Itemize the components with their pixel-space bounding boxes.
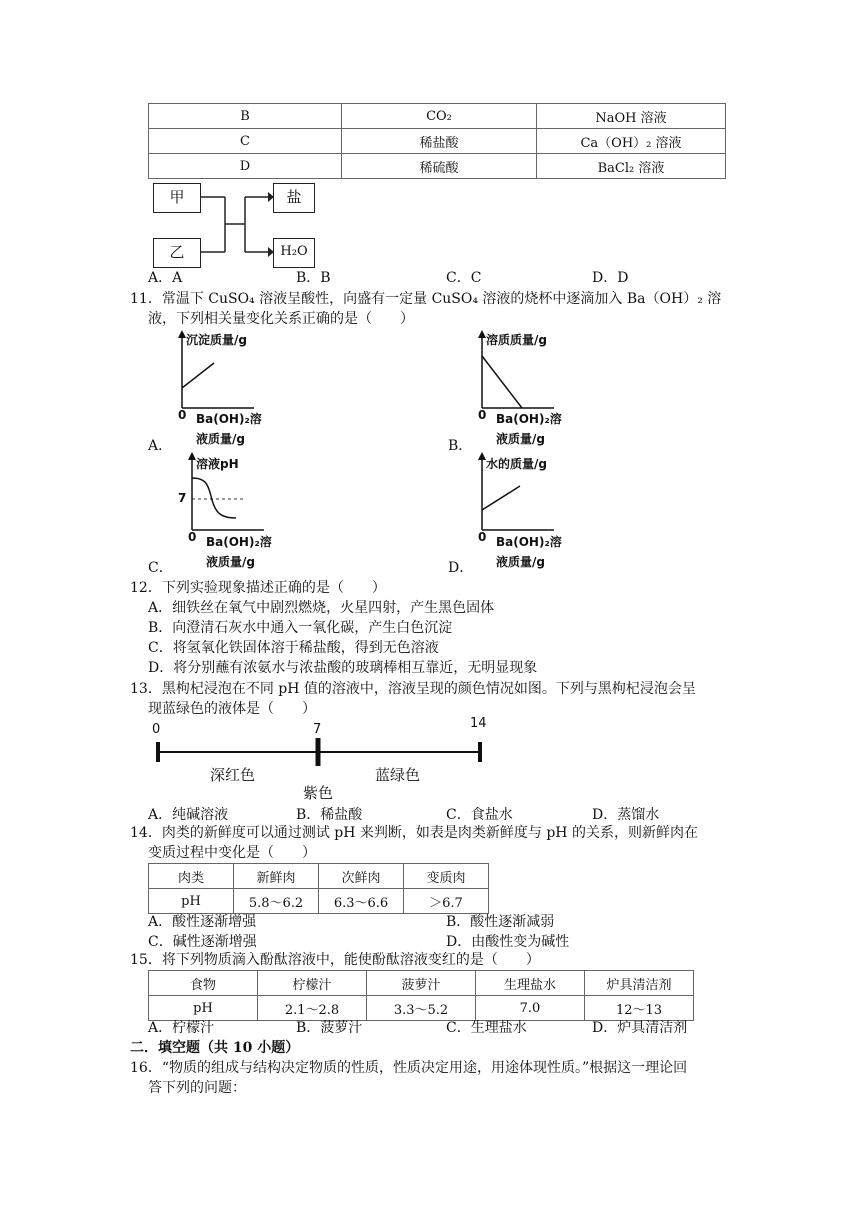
table-row: C 稀盐酸 Ca（OH）₂ 溶液 xyxy=(149,129,726,154)
q15-option-d[interactable]: D．炉具清洁剂 xyxy=(592,1020,688,1036)
q13-option-a[interactable]: A．纯碱溶液 xyxy=(148,807,229,823)
q14-stem-2: 变质过程中变化是（ ） xyxy=(148,845,316,861)
q16-stem-1: 16．“物质的组成与结构决定物质的性质，性质决定用途，用途体现性质。”根据这一理论回 xyxy=(130,1060,688,1076)
ph-mid-color: 紫色 xyxy=(303,784,334,802)
graph-c-origin: 0 xyxy=(188,530,197,544)
q11-stem-2: 液，下列相关量变化关系正确的是（ ） xyxy=(148,311,414,327)
graph-b-origin: 0 xyxy=(478,408,487,422)
ph-right-color: 蓝绿色 xyxy=(375,766,421,784)
q12-option-c[interactable]: C．将氢氧化铁固体溶于稀盐酸，得到无色溶液 xyxy=(148,640,439,656)
box-yi: 乙 xyxy=(153,238,201,268)
q16-stem-2: 答下列的问题： xyxy=(148,1080,246,1096)
q12-option-d[interactable]: D．将分别蘸有浓氨水与浓盐酸的玻璃棒相互靠近，无明显现象 xyxy=(148,660,538,676)
graph-c-curve xyxy=(192,478,236,518)
box-jia: 甲 xyxy=(153,183,201,213)
graph-a-label: A． xyxy=(148,438,173,454)
q14-table xyxy=(148,863,489,914)
graph-b-label: B． xyxy=(448,438,473,454)
graph-d-curve xyxy=(482,486,520,510)
q11-stem-1: 11．常温下 CuSO₄ 溶液呈酸性，向盛有一定量 CuSO₄ 溶液的烧杯中逐滴加入 Ba（OH）₂ 溶 xyxy=(130,291,722,307)
table-row: D 稀硫酸 BaCl₂ 溶液 xyxy=(149,154,726,179)
graph-d-xlabel-2: 液质量/g xyxy=(496,555,545,569)
graph-d-origin: 0 xyxy=(478,530,487,544)
q14-stem-1: 14．肉类的新鲜度可以通过测试 pH 来判断，如表是肉类新鲜度与 pH 的关系，则新鲜肉在 xyxy=(130,825,698,841)
table-row: B CO₂ NaOH 溶液 xyxy=(149,104,726,129)
q10-option-d[interactable]: D．D xyxy=(592,270,629,286)
section-heading-fill-in: 二．填空题（共 10 小题） xyxy=(130,1040,300,1056)
q15-option-a[interactable]: A．柠檬汁 xyxy=(148,1020,215,1036)
graph-a-curve xyxy=(182,363,214,388)
box-yan: 盐 xyxy=(273,183,315,213)
q10-option-a[interactable]: A．A xyxy=(148,270,183,286)
graph-b-xlabel-2: 液质量/g xyxy=(496,432,545,446)
graph-d-label: D． xyxy=(448,560,474,576)
q15-table xyxy=(148,970,694,1021)
q12-stem: 12．下列实验现象描述正确的是（ ） xyxy=(130,580,386,596)
graph-c-xlabel-2: 液质量/g xyxy=(206,555,255,569)
q10-table xyxy=(148,103,726,179)
table-row: pH 5.8～6.2 6.3～6.6 ＞6.7 xyxy=(149,889,489,914)
graph-b-curve xyxy=(482,356,522,408)
q15-stem: 15．将下列物质滴入酚酞溶液中，能使酚酞溶液变红的是（ ） xyxy=(130,952,540,968)
graph-a-xlabel-1: Ba(OH)₂溶 xyxy=(196,412,262,426)
q14-option-b[interactable]: B．酸性逐渐减弱 xyxy=(446,914,555,930)
q10-option-b[interactable]: B．B xyxy=(296,270,331,286)
q15-option-c[interactable]: C．生理盐水 xyxy=(446,1020,527,1036)
graph-a-ylabel: 沉淀质量/g xyxy=(186,333,247,347)
graph-d-xlabel-1: Ba(OH)₂溶 xyxy=(496,535,562,549)
graph-b-ylabel: 溶质质量/g xyxy=(486,333,547,347)
q15-option-b[interactable]: B．菠萝汁 xyxy=(296,1020,363,1036)
graph-c-ylabel: 溶液pH xyxy=(196,457,239,471)
q13-option-d[interactable]: D．蒸馏水 xyxy=(592,807,660,823)
table-row: 食物 柠檬汁 菠萝汁 生理盐水 炉具清洁剂 xyxy=(149,971,694,996)
q14-option-c[interactable]: C．碱性逐渐增强 xyxy=(148,934,257,950)
table-row: pH 2.1～2.8 3.3～5.2 7.0 12～13 xyxy=(149,996,694,1021)
graph-a-origin: 0 xyxy=(178,408,187,422)
ph-left-color: 深红色 xyxy=(210,766,256,784)
q12-option-b[interactable]: B．向澄清石灰水中通入一氧化碳，产生白色沉淀 xyxy=(148,620,453,636)
graph-a-xlabel-2: 液质量/g xyxy=(196,432,245,446)
q13-stem-2: 现蓝绿色的液体是（ ） xyxy=(148,701,316,717)
q10-option-c[interactable]: C．C xyxy=(446,270,482,286)
q13-stem-1: 13．黑枸杞浸泡在不同 pH 值的溶液中，溶液呈现的颜色情况如图。下列与黑枸杞浸泡会呈 xyxy=(130,681,696,697)
ph-tick-7: 7 xyxy=(313,722,322,737)
q13-option-b[interactable]: B．稀盐酸 xyxy=(296,807,363,823)
q14-option-a[interactable]: A．酸性逐渐增强 xyxy=(148,914,257,930)
box-h2o: H₂O xyxy=(273,238,315,268)
ph-tick-0: 0 xyxy=(152,722,161,737)
table-row: 肉类 新鲜肉 次鲜肉 变质肉 xyxy=(149,864,489,889)
graph-c-xlabel-1: Ba(OH)₂溶 xyxy=(206,535,272,549)
q12-option-a[interactable]: A．细铁丝在氧气中剧烈燃烧，火星四射，产生黑色固体 xyxy=(148,600,495,616)
ph-tick-14: 14 xyxy=(470,716,487,731)
graph-d-ylabel: 水的质量/g xyxy=(486,457,547,471)
graph-c-ref-label: 7 xyxy=(178,491,187,505)
graph-b-xlabel-1: Ba(OH)₂溶 xyxy=(496,412,562,426)
q13-option-c[interactable]: C．食盐水 xyxy=(446,807,513,823)
graph-c-label: C． xyxy=(148,560,173,576)
q14-option-d[interactable]: D．由酸性变为碱性 xyxy=(446,934,570,950)
